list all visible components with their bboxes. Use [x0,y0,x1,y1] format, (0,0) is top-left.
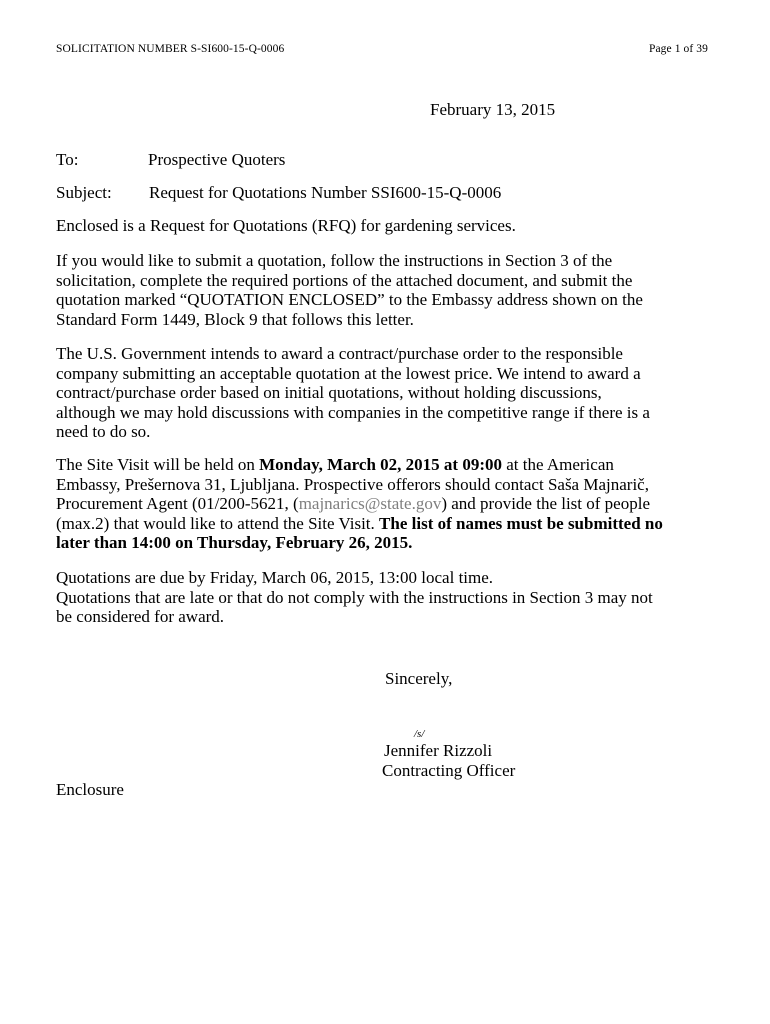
paragraph-line: Quotations that are late or that do not comply with the instructions in Section 3 may not [56,587,653,607]
solicitation-number-header: SOLICITATION NUMBER S-SI600-15-Q-0006 [56,43,285,55]
attendee-limit-text: (max.2) that would like to attend the Site Visit. [56,513,380,533]
signature-mark: /s/ [414,728,425,740]
paragraph-line [56,494,716,514]
enclosed-text: Enclosed is a Request for Quotations (RFQ) for gardening services. [56,216,516,235]
paragraph-line [56,455,716,475]
site-visit-location-intro: at the American [502,455,614,474]
paragraph-line: need to do so. [56,422,151,442]
site-visit-paragraph [56,455,716,553]
instructions-paragraph [56,251,716,329]
signer-title: Contracting Officer [382,761,516,780]
paragraph-line: solicitation, complete the required portions of the attached document, and submit the [56,270,633,290]
paragraph-line: Embassy, Prešernova 31, Ljubljana. Prospective offerors should contact Saša Majnarič, [56,474,649,494]
to-value: Prospective Quoters [148,150,286,169]
paragraph-line: If you would like to submit a quotation, follow the instructions in Section 3 of the [56,251,613,270]
contact-email-link[interactable]: majnarics@state.gov [298,494,442,514]
paragraph-line: Standard Form 1449, Block 9 that follows this letter. [56,309,414,329]
deadline-notice: The list of names must be submitted no [379,513,663,533]
subject-line [56,183,502,203]
deadline-date: later than 14:00 on Thursday, February 26, 2015. [56,533,413,553]
subject-value: Request for Quotations Number SSI600-15-Q-0006 [149,183,502,202]
paragraph-line: be considered for award. [56,607,225,627]
to-label: To: [56,150,79,169]
award-paragraph [56,344,716,442]
enclosure-note: Enclosure [56,780,124,799]
paragraph-line: although we may hold discussions with companies in the competitive range if there is a [56,402,650,422]
due-date-paragraph [56,568,716,627]
letter-date: February 13, 2015 [430,100,556,119]
paragraph-line [56,514,716,534]
subject-label: Subject: [56,183,112,202]
paragraph-line: quotation marked “QUOTATION ENCLOSED” to the Embassy address shown on the [56,290,643,310]
site-visit-datetime: Monday, March 02, 2015 at 09:00 [259,455,502,474]
paragraph-line: Quotations are due by Friday, March 06, 2015, 13:00 local time. [56,568,494,587]
paragraph-line: The U.S. Government intends to award a contract/purchase order to the responsible [56,344,623,363]
contact-intro: Procurement Agent (01/200-5621, ( [56,494,299,514]
paragraph-line [56,533,716,553]
closing-salutation: Sincerely, [385,669,453,688]
paragraph-line: company submitting an acceptable quotation at the lowest price. We intend to award a [56,363,641,383]
signer-name: Jennifer Rizzoli [384,741,493,760]
to-line [56,150,286,170]
contact-outro: ) and provide the list of people [441,494,650,514]
site-visit-intro: The Site Visit will be held on [56,455,260,474]
page-number: Page 1 of 39 [648,43,708,55]
paragraph-line: contract/purchase order based on initial quotations, without holding discussions, [56,383,602,403]
enclosed-paragraph [56,216,716,236]
